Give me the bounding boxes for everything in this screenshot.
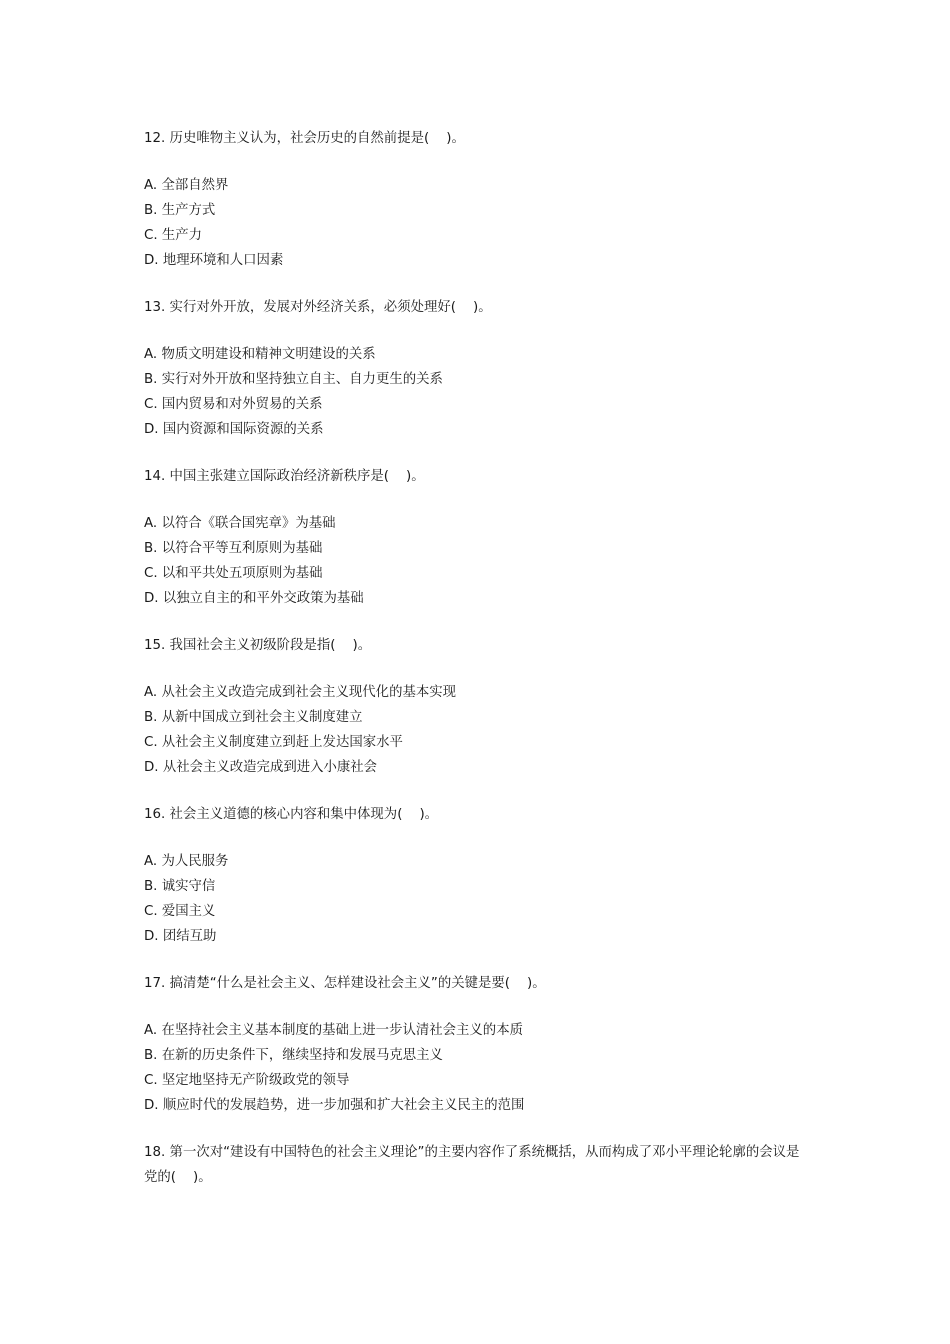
option-b: B. 以符合平等互利原则为基础 — [144, 541, 323, 556]
question-18 — [144, 1140, 809, 1190]
option-c: C. 爱国主义 — [144, 904, 216, 919]
option-list — [144, 680, 809, 780]
option-d: D. 顺应时代的发展趋势，进一步加强和扩大社会主义民主的范围 — [144, 1098, 525, 1113]
option-a: A. 从社会主义改造完成到社会主义现代化的基本实现 — [144, 685, 457, 700]
option-list — [144, 173, 809, 273]
option-c: C. 坚定地坚持无产阶级政党的领导 — [144, 1073, 350, 1088]
option-d: D. 从社会主义改造完成到进入小康社会 — [144, 760, 378, 775]
question-stem: 15. 我国社会主义初级阶段是指( )。 — [144, 638, 372, 653]
question-13 — [144, 295, 809, 442]
question-stem: 18. 第一次对“建设有中国特色的社会主义理论”的主要内容作了系统概括，从而构成了邓小平理论轮廓的会议是党的( )。 — [144, 1145, 800, 1185]
question-stem: 16. 社会主义道德的核心内容和集中体现为( )。 — [144, 807, 439, 822]
option-list — [144, 342, 809, 442]
question-stem: 17. 搞清楚“什么是社会主义、怎样建设社会主义”的关键是要( )。 — [144, 976, 546, 991]
option-c: C. 以和平共处五项原则为基础 — [144, 566, 323, 581]
option-d: D. 地理环境和人口因素 — [144, 253, 284, 268]
option-a: A. 为人民服务 — [144, 854, 229, 869]
question-stem: 13. 实行对外开放，发展对外经济关系，必须处理好( )。 — [144, 300, 492, 315]
option-a: A. 在坚持社会主义基本制度的基础上进一步认清社会主义的本质 — [144, 1023, 523, 1038]
question-list — [144, 126, 809, 1190]
question-12 — [144, 126, 809, 273]
option-c: C. 生产力 — [144, 228, 203, 243]
option-b: B. 生产方式 — [144, 203, 216, 218]
option-c: C. 从社会主义制度建立到赶上发达国家水平 — [144, 735, 403, 750]
option-d: D. 以独立自主的和平外交政策为基础 — [144, 591, 364, 606]
option-c: C. 国内贸易和对外贸易的关系 — [144, 397, 323, 412]
question-stem: 14. 中国主张建立国际政治经济新秩序是( )。 — [144, 469, 425, 484]
option-b: B. 在新的历史条件下，继续坚持和发展马克思主义 — [144, 1048, 443, 1063]
question-15 — [144, 633, 809, 780]
option-b: B. 诚实守信 — [144, 879, 216, 894]
question-14 — [144, 464, 809, 611]
option-list — [144, 849, 809, 949]
option-a: A. 全部自然界 — [144, 178, 229, 193]
question-stem: 12. 历史唯物主义认为，社会历史的自然前提是( )。 — [144, 131, 465, 146]
option-list — [144, 511, 809, 611]
question-17 — [144, 971, 809, 1118]
option-a: A. 物质文明建设和精神文明建设的关系 — [144, 347, 376, 362]
option-b: B. 实行对外开放和坚持独立自主、自力更生的关系 — [144, 372, 443, 387]
option-a: A. 以符合《联合国宪章》为基础 — [144, 516, 336, 531]
option-b: B. 从新中国成立到社会主义制度建立 — [144, 710, 363, 725]
option-d: D. 团结互助 — [144, 929, 217, 944]
option-d: D. 国内资源和国际资源的关系 — [144, 422, 324, 437]
option-list — [144, 1018, 809, 1118]
question-16 — [144, 802, 809, 949]
